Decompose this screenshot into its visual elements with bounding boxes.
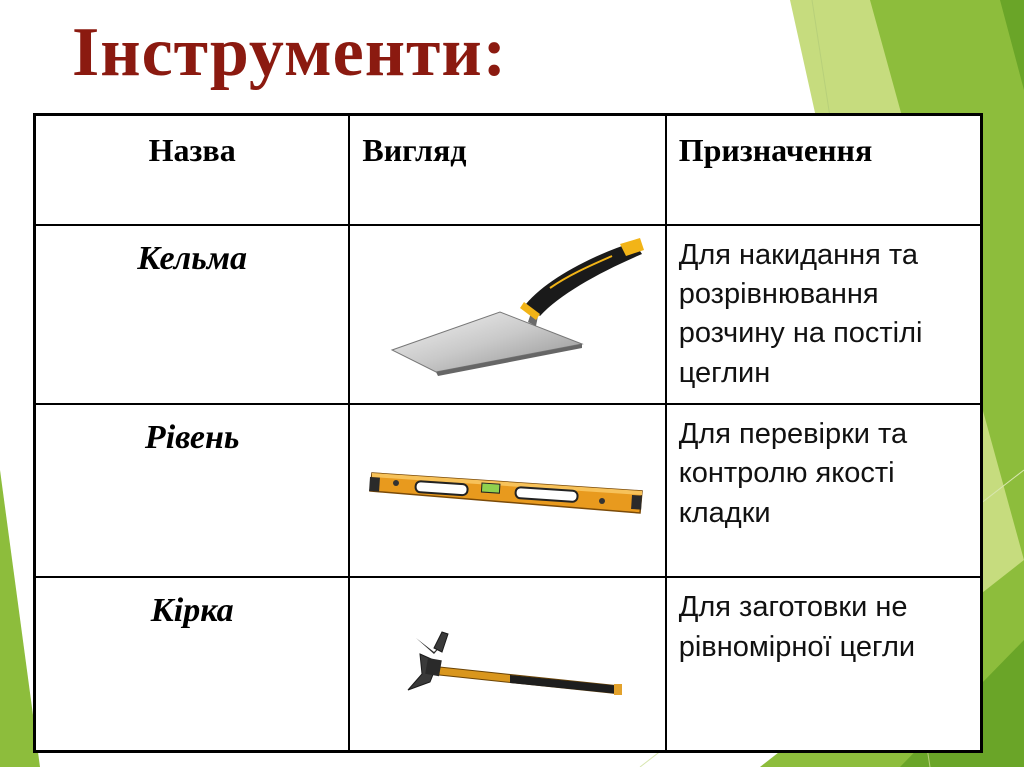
tool-name: Рівень bbox=[144, 418, 240, 456]
spirit-level-icon bbox=[350, 405, 664, 575]
tool-name-cell bbox=[35, 225, 350, 404]
tool-purpose: Для перевірки та контролю якості кладки bbox=[678, 417, 908, 529]
header-purpose-label: Призначення bbox=[678, 132, 873, 168]
tool-image-cell bbox=[349, 577, 665, 751]
table-row bbox=[35, 577, 982, 751]
tool-purpose: Для накидання та розрівнювання розчину на постілі цеглин bbox=[678, 238, 923, 389]
tool-purpose-cell bbox=[666, 225, 982, 404]
tool-image-cell bbox=[349, 404, 665, 577]
header-purpose bbox=[666, 115, 982, 225]
table-row bbox=[35, 225, 982, 404]
table-row bbox=[35, 404, 982, 577]
tool-image-cell bbox=[349, 225, 665, 404]
tool-name-cell bbox=[35, 577, 350, 751]
tools-table bbox=[33, 113, 983, 753]
table-header-row bbox=[35, 115, 982, 225]
header-name bbox=[35, 115, 350, 225]
header-look-label: Вигляд bbox=[362, 132, 467, 168]
pick-axe-icon bbox=[350, 578, 664, 749]
tool-name: Кельма bbox=[137, 239, 248, 277]
tool-purpose: Для заготовки не рівномірної цегли bbox=[678, 591, 916, 663]
slide-title: Інструменти: bbox=[72, 14, 508, 91]
tool-name: Кірка bbox=[150, 592, 234, 630]
header-look bbox=[349, 115, 665, 225]
tool-name-cell bbox=[35, 404, 350, 577]
tool-purpose-cell bbox=[666, 577, 982, 751]
trowel-icon bbox=[350, 226, 664, 402]
tool-purpose-cell bbox=[666, 404, 982, 577]
header-name-label: Назва bbox=[148, 132, 236, 168]
